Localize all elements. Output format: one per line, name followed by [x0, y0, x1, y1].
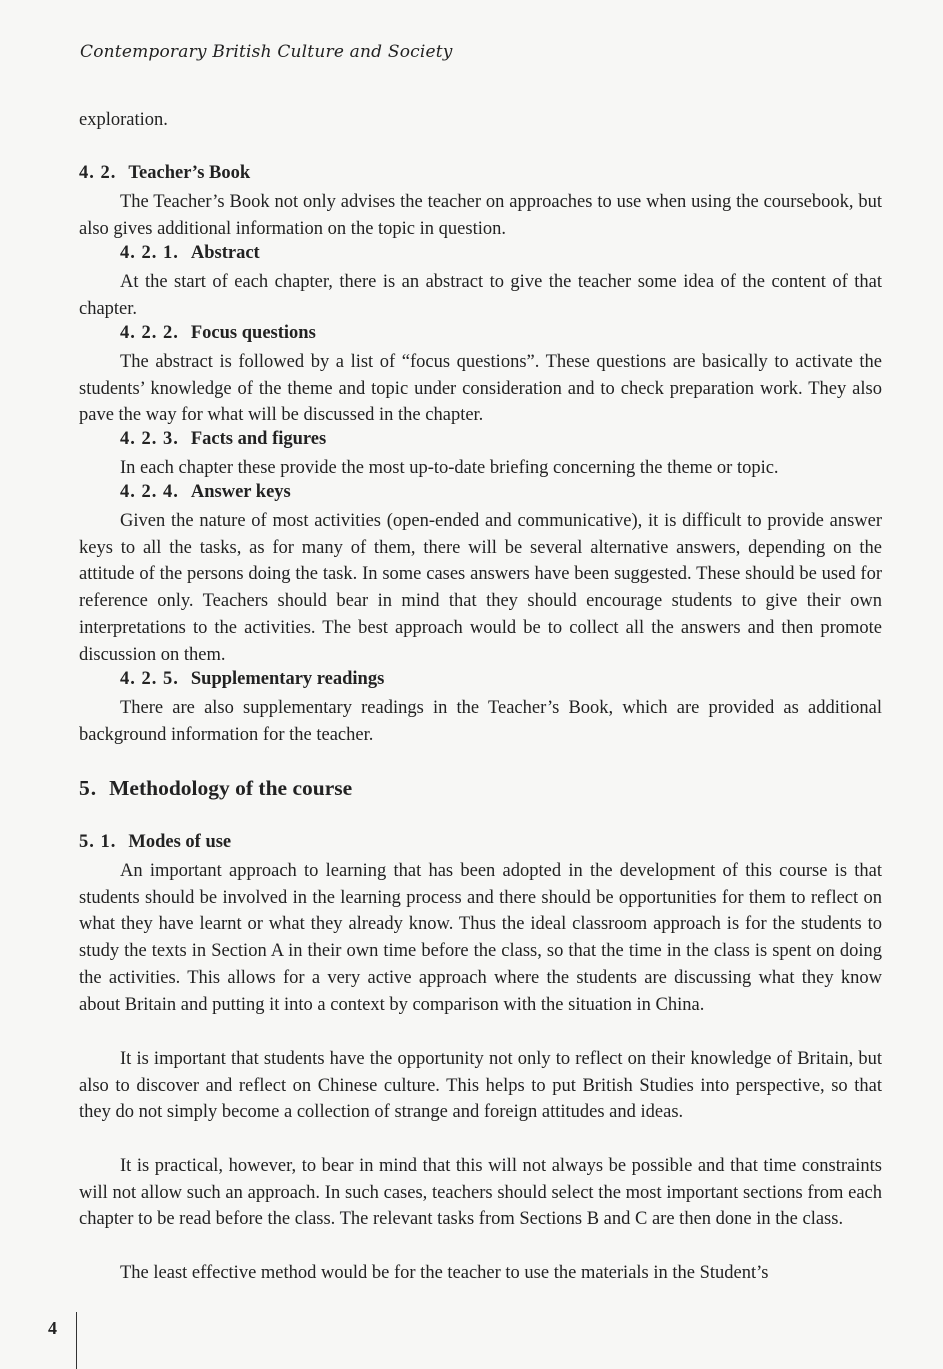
running-head: Contemporary British Culture and Society [80, 42, 453, 62]
paragraph-answer-keys: Given the nature of most activities (open-ended and communicative), it is difficult to provide answer keys to all the tasks, as for many of them, there will be several alternative answers, depending on the attitude of the persons doing the task. In some cases answers have been suggested. These should be used for reference only. Teachers should bear in mind that they should encourage students to give their own interpretations to the activities. The best approach would be to collect all the answers and then promote discussion on them. [79, 511, 882, 665]
heading-4-2-3 [120, 429, 326, 450]
paragraph-teachers-book: The Teacher’s Book not only advises the teacher on approaches to use when using the coursebook, but also gives additional information on the topic in question. [79, 192, 882, 239]
heading-number: 5. [79, 776, 98, 800]
heading-title: Facts and figures [190, 429, 327, 449]
heading-4-2 [79, 163, 250, 184]
heading-title: Teacher’s Book [128, 163, 251, 183]
heading-title: Modes of use [128, 832, 232, 852]
heading-number: 4. 2. 3. [120, 429, 179, 449]
heading-number: 4. 2. [79, 163, 117, 183]
heading-title: Focus questions [190, 323, 316, 343]
heading-5 [79, 776, 352, 801]
paragraph-facts-and-figures: In each chapter these provide the most up-to-date briefing concerning the theme or topic. [120, 458, 779, 478]
footer-divider [76, 1312, 77, 1369]
heading-title: Methodology of the course [109, 776, 353, 800]
paragraph-modes-of-use-1: An important approach to learning that has been adopted in the development of this course is that students should be involved in the learning process and there should be opportunities for them to reflect on what they have learnt or what they already know. Thus the ideal classroom approach is for the students to study the texts in Section A in their own time before the class, so that the time in the class is spent on doing the activities. This allows for a very active approach where the students are discussing what they know about Britain and putting it into a context by comparison with the situation in China. [79, 861, 882, 1015]
heading-title: Answer keys [190, 482, 291, 502]
paragraph-focus-questions: The abstract is followed by a list of “focus questions”. These questions are basically to activate the students’ knowledge of the theme and topic under consideration and to check preparation work. They also pave the way for what will be discussed in the chapter. [79, 352, 882, 426]
paragraph-modes-of-use-4: The least effective method would be for the teacher to use the materials in the Student’s [120, 1263, 769, 1283]
heading-5-1 [79, 832, 231, 853]
paragraph-exploration: exploration. [79, 110, 168, 130]
heading-4-2-1 [120, 243, 260, 264]
heading-number: 4. 2. 1. [120, 243, 179, 263]
paragraph-supplementary-readings: There are also supplementary readings in the Teacher’s Book, which are provided as additional background information for the teacher. [79, 698, 882, 745]
heading-4-2-5 [120, 669, 384, 690]
paragraph-modes-of-use-3: It is practical, however, to bear in mind that this will not always be possible and that time constraints will not allow such an approach. In such cases, teachers should select the most important sections from each chapter to be read before the class. The relevant tasks from Sections B and C are then done in the class. [79, 1156, 882, 1230]
heading-number: 4. 2. 4. [120, 482, 179, 502]
heading-title: Supplementary readings [190, 669, 385, 689]
heading-number: 4. 2. 2. [120, 323, 179, 343]
heading-number: 5. 1. [79, 832, 117, 852]
heading-number: 4. 2. 5. [120, 669, 179, 689]
paragraph-abstract: At the start of each chapter, there is an abstract to give the teacher some idea of the content of that chapter. [79, 272, 882, 319]
page-number: 4 [48, 1318, 57, 1338]
heading-title: Abstract [190, 243, 260, 263]
heading-4-2-2 [120, 323, 316, 344]
paragraph-modes-of-use-2: It is important that students have the opportunity not only to reflect on their knowledge of Britain, but also to discover and reflect on Chinese culture. This helps to put British Studies into perspective, so that they do not simply become a collection of strange and foreign attitudes and ideas. [79, 1049, 882, 1123]
heading-4-2-4 [120, 482, 291, 503]
